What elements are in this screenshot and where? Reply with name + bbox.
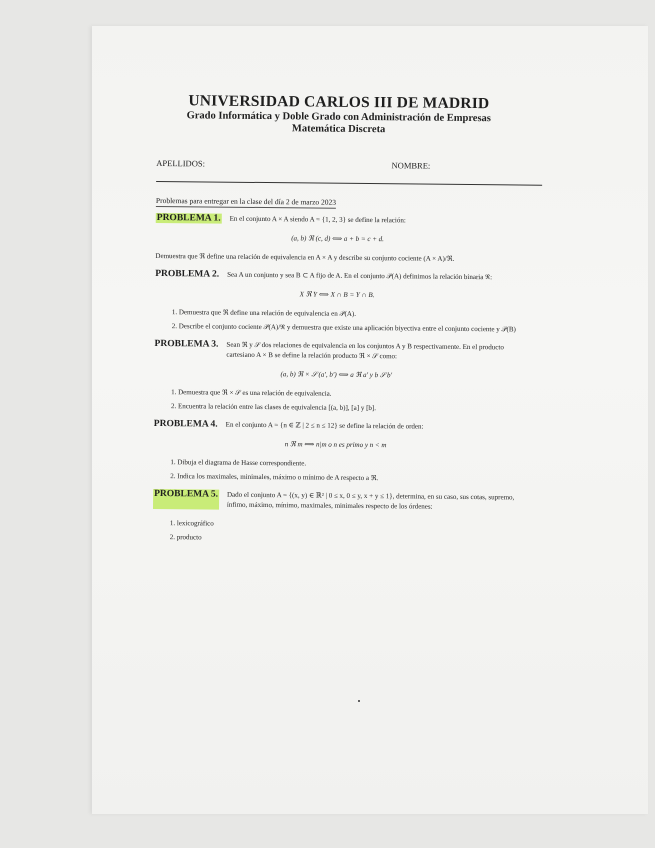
problem-2 xyxy=(155,269,520,334)
student-fields xyxy=(156,158,520,171)
problem-4-statement: En el conjunto A = {n ∈ ℤ | 2 ≤ n ≤ 12} se define la relación de orden: xyxy=(225,420,424,431)
problem-3-title: PROBLEMA 3. xyxy=(154,338,219,350)
problem-4 xyxy=(153,419,518,484)
list-item: 1. Dibuja el diagrama de Hasse correspondiente. xyxy=(177,457,517,470)
list-item: 1. lexicográfico xyxy=(177,518,517,531)
intro-line xyxy=(156,196,520,208)
name-label: NOMBRE: xyxy=(391,160,431,171)
problem-1-formula: (a, b) ℜ (c, d) ⟺ a + b = c + d. xyxy=(291,234,384,244)
list-item: 2. producto xyxy=(177,532,517,545)
exam-sheet xyxy=(153,92,521,549)
degree-title: Grado Informática y Doble Grado con Administración de Empresas xyxy=(186,110,491,125)
problem-5-statement: Dado el conjunto A = {(x, y) ∈ ℝ² | 0 ≤ x, 0 ≤ y, x + y ≤ 1}, determina, en su caso, sus cotas, supremo, ínfimo, máximo, mínimo, maximales, minimales respecto de los órdenes: xyxy=(226,490,515,511)
problem-5-items xyxy=(153,518,517,545)
list-item: 1. Demuestra que ℜ define una relación de equivalencia en 𝒫(A). xyxy=(179,307,519,320)
problem-5-title: PROBLEMA 5. xyxy=(153,489,219,510)
divider xyxy=(156,181,542,186)
problem-3-items xyxy=(154,387,518,414)
problem-2-formula: X ℜ Y ⟺ X ∩ B = Y ∩ B. xyxy=(299,290,375,300)
problem-2-items xyxy=(155,307,519,334)
list-item: 1. Demuestra que ℜ × 𝒮 es una relación de equivalencia. xyxy=(178,387,518,400)
problem-2-title: PROBLEMA 2. xyxy=(155,268,220,280)
list-item: 2. Indica los maximales, minimales, máximo o mínimo de A respecto a ℜ. xyxy=(177,471,517,484)
problem-5 xyxy=(153,489,517,545)
problem-4-formula: n ℜ m ⟺ n|m o n es primo y n < m xyxy=(284,440,387,450)
subject-title: Matemática Discreta xyxy=(291,123,386,136)
problem-1-title: PROBLEMA 1. xyxy=(156,213,221,224)
problem-1-closing: Demuestra que ℜ define una relación de equivalencia en A × A y describe su conjunto cociente (A × A)/ℜ. xyxy=(155,251,455,263)
ink-dot xyxy=(358,700,360,702)
problem-3-formula: (a, b) ℜ × 𝒮 (a′, b′) ⟺ a ℜ a′ y b 𝒮 b′ xyxy=(280,370,393,380)
intro-text: Problemas para entregar en la clase del día 2 de marzo 2023 xyxy=(155,195,337,207)
list-item: 2. Describe el conjunto cociente 𝒫(A)/ℜ y demuestra que existe una aplicación biyectiva entre el conjunto cociente y 𝒫(B) xyxy=(179,321,519,334)
problem-4-items xyxy=(153,457,517,484)
problem-4-title: PROBLEMA 4. xyxy=(153,418,218,430)
problem-2-statement: Sea A un conjunto y sea B ⊂ A fijo de A. En el conjunto 𝒫(A) definimos la relación binaria ℜ: xyxy=(227,270,493,282)
problem-1-statement: En el conjunto A × A siendo A = {1, 2, 3} se define la relación: xyxy=(229,214,406,225)
surname-label: APELLIDOS: xyxy=(156,157,206,169)
problem-3 xyxy=(154,339,519,414)
problem-3-statement: Sean ℜ y 𝒮 dos relaciones de equivalencia en los conjuntos A y B respectivamente. En el producto cartesiano A × B se define la relación producto ℜ × 𝒮 como: xyxy=(226,340,504,361)
problem-1 xyxy=(155,213,519,264)
university-title: UNIVERSIDAD CARLOS III DE MADRID xyxy=(188,92,490,113)
list-item: 2. Encuentra la relación entre las clases de equivalencia [(a, b)], [a] y [b]. xyxy=(178,401,518,414)
